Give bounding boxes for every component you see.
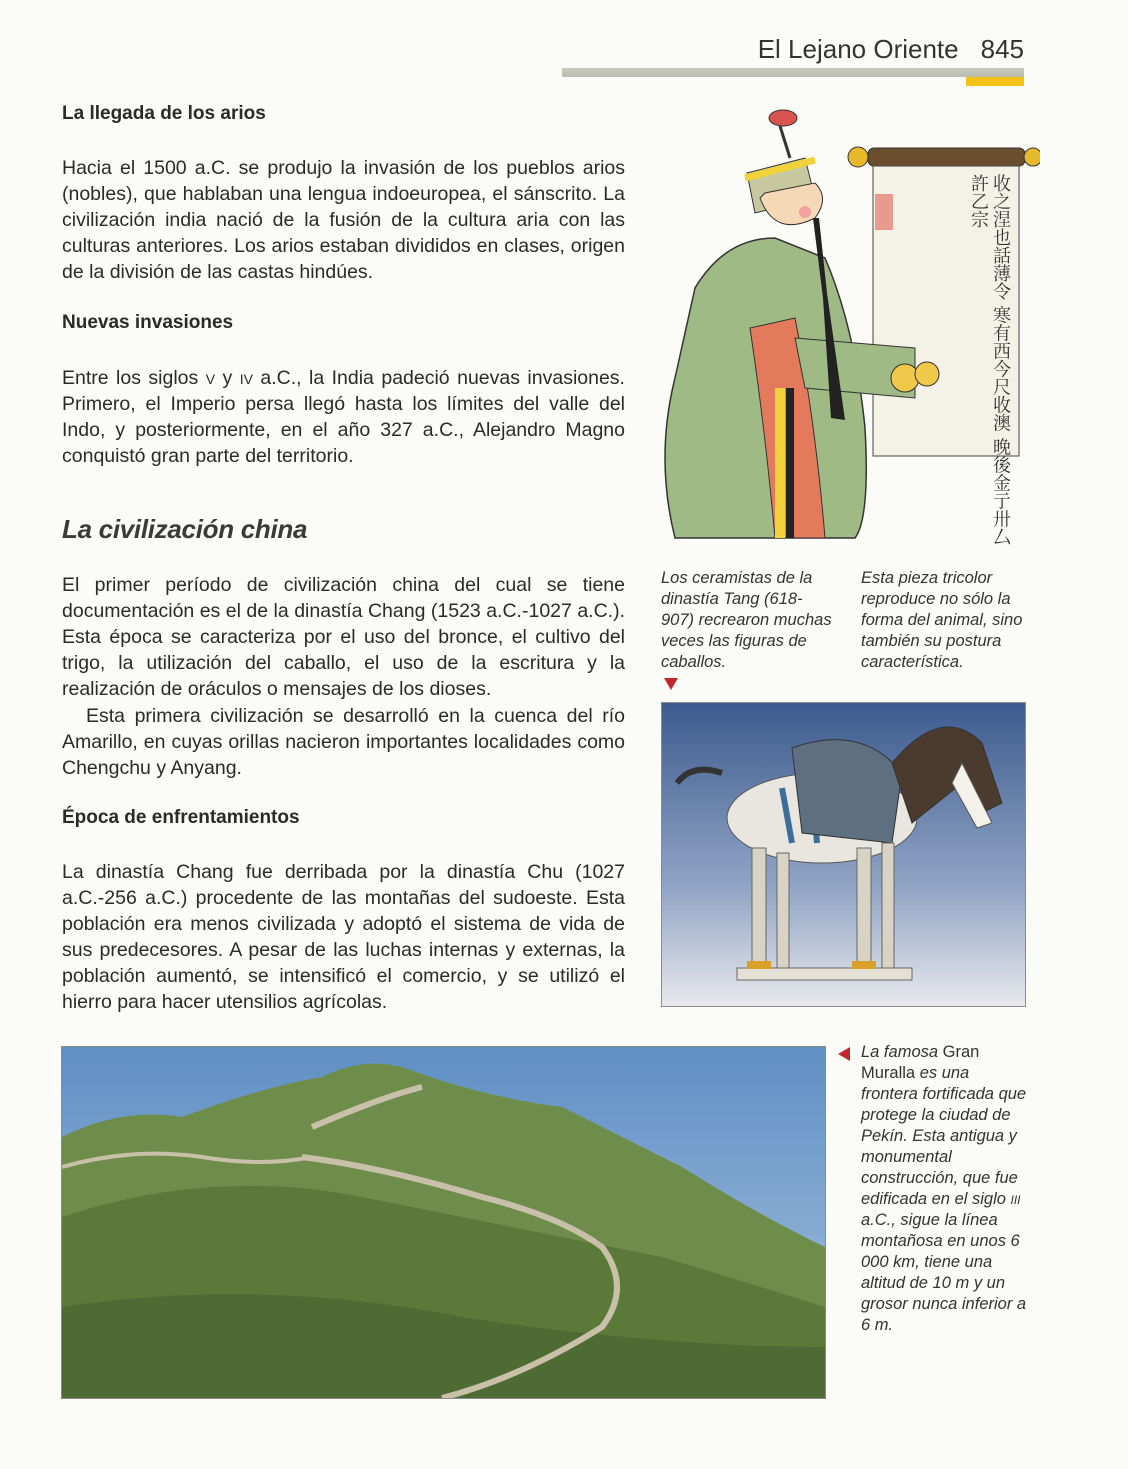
roman-numeral: iii — [1010, 1190, 1021, 1208]
text-part: y — [215, 367, 240, 389]
caption-horse-right: Esta pieza tricolor reproduce no sólo la forma del animal, sino también su postura característica. — [861, 569, 1023, 671]
running-header — [758, 34, 1024, 65]
caption-horse-left: Los ceramistas de la dinastía Tang (618-907) recrearon muchas veces las figuras de caballos. — [661, 569, 832, 671]
great-wall-photo — [61, 1046, 826, 1399]
scroll-column: 收之涅也話薄令 — [990, 174, 1011, 300]
header-rule — [562, 68, 1024, 77]
scroll-calligraphy — [883, 174, 1011, 548]
scholar-illustration — [655, 98, 1040, 548]
caption-text: es una frontera fortificada que protege la ciudad de Pekín. Esta antigua y monumental construcción, que fue edificada en el siglo — [861, 1064, 1027, 1208]
section-title-china: La civilización china — [62, 514, 308, 544]
caption-arrow-down-icon — [664, 678, 678, 690]
text-part: Entre los siglos — [62, 367, 206, 389]
great-wall-image — [62, 1047, 825, 1398]
heading-enfrentamientos: Época de enfrentamientos — [62, 807, 300, 828]
page-number: 845 — [980, 34, 1024, 64]
caption-text: a.C., sigue la línea montañosa en unos 6 000 km, tiene una altitud de 10 m y un grosor nunca inferior a 6 m. — [861, 1211, 1027, 1334]
chapter-title: El Lejano Oriente — [757, 34, 959, 64]
tang-horse-image — [662, 703, 1025, 1006]
header-accent-bar — [966, 77, 1024, 86]
paragraph-enfrentamientos: La dinastía Chang fue derribada por la dinastía Chu (1027 a.C.-256 a.C.) procedente de las montañas del sudoeste. Esta población era menos civilizada y adoptó el sistema de vida de sus predecesores. A pesar de las luchas internas y externas, la población aumentó, se intensificó el comercio, y se utilizó el hierro para hacer utensilios agrícolas. — [62, 861, 625, 1013]
caption-arrow-left-icon — [838, 1047, 850, 1061]
heading-arios: La llegada de los arios — [62, 103, 266, 124]
paragraph-invasiones — [62, 365, 625, 469]
roman-numeral: v — [205, 367, 216, 389]
scroll-column: 寒有西今尺收澳 — [990, 305, 1011, 432]
caption-emphasis: Gran Muralla — [861, 1043, 980, 1082]
paragraph-arios: Hacia el 1500 a.C. se produjo la invasión de los pueblos arios (nobles), que hablaban una lengua indoeuropea, el sánscrito. La civilización india nació de la fusión de la cultura aria con las culturas anteriores. Los arios estaban divididos en clases, origen de la división de las castas hindúes. — [62, 157, 625, 283]
heading-invasiones: Nuevas invasiones — [62, 312, 234, 333]
scroll-column: 晚後金亍卅厶 — [990, 437, 1011, 546]
paragraph-china-1: El primer período de civilización china del cual se tiene documentación es el de la dinastía Chang (1523 a.C.-1027 a.C.). Esta época se caracteriza por el uso del bronce, el cultivo del trigo, la utilización del caballo, el uso de la escritura y la realización de oráculos o mensajes de los dioses. — [62, 574, 625, 700]
tang-horse-photo — [661, 702, 1026, 1007]
text-part: a.C., la India padeció nuevas invasiones. Primero, el Imperio persa llegó hasta los límites del valle del Indo, y posteriormente, en el año 327 a.C., Alejandro Magno conquistó gran parte del territorio. — [62, 367, 625, 467]
caption-text: La famosa — [861, 1043, 943, 1061]
scroll-column: 許乙宗 — [968, 174, 989, 228]
caption-great-wall — [861, 1042, 1029, 1336]
paragraph-china-2: Esta primera civilización se desarrolló en la cuenca del río Amarillo, en cuyas orillas nacieron importantes localidades como Chengchu y Anyang. — [62, 705, 625, 779]
roman-numeral: iv — [239, 367, 253, 389]
